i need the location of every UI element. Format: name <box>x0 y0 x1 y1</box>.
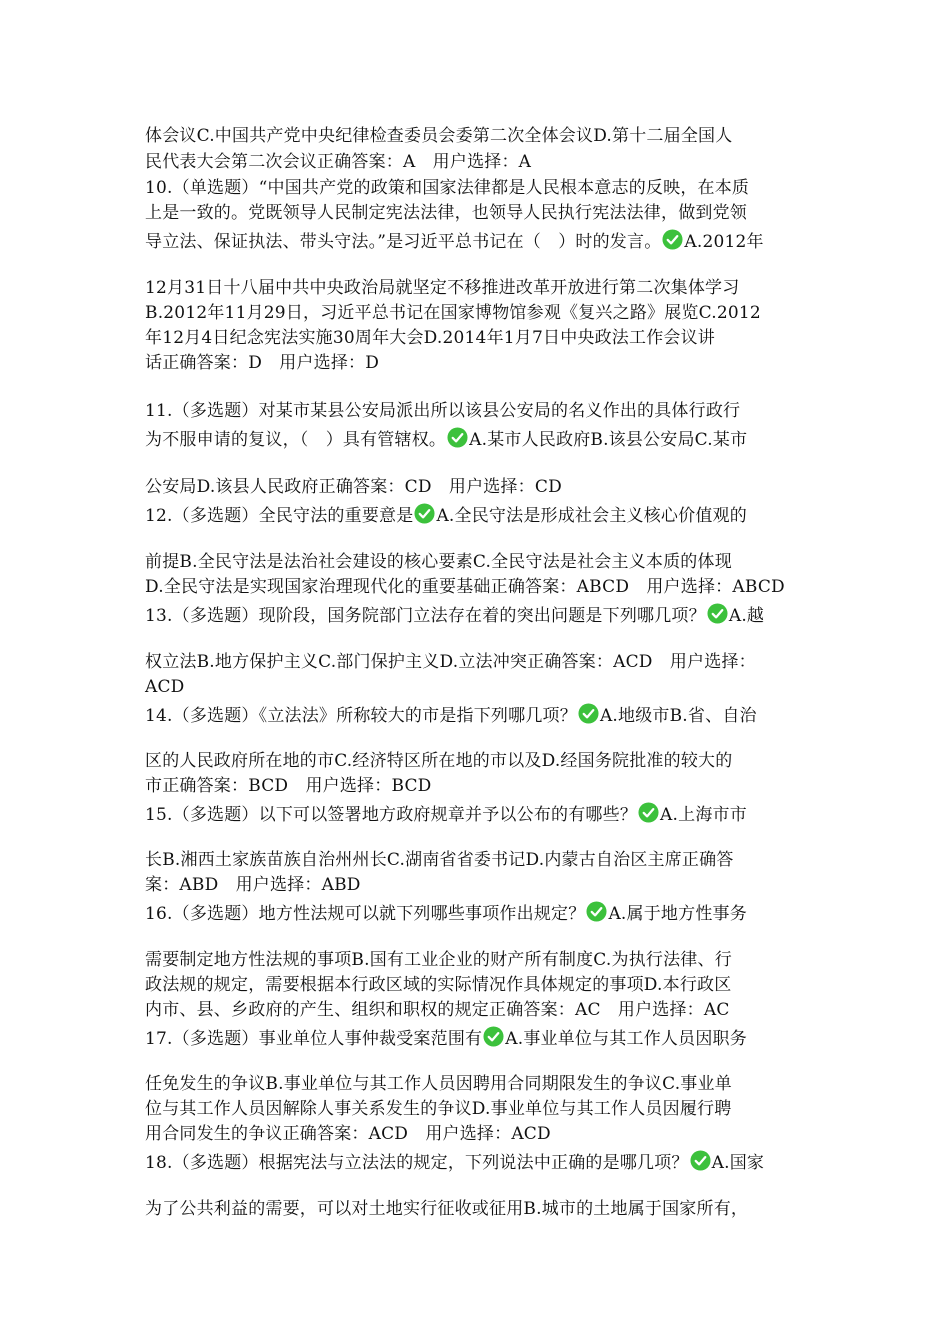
option-text: A.上海市市 <box>660 805 747 825</box>
question-14-stem <box>145 703 757 728</box>
option-text: A.国家 <box>711 1153 765 1173</box>
text-line: 任免发生的争议B.事业单位与其工作人员因聘用合同期限发生的争议C.事业单 <box>145 1074 732 1094</box>
line-text: 14.（多选题）《立法法》所称较大的市是指下列哪几项？ <box>145 706 577 726</box>
answer-line: 市正确答案：BCD 用户选择：BCD <box>145 776 432 796</box>
answer-line: 内市、县、乡政府的产生、组织和职权的规定正确答案：AC 用户选择：AC <box>145 1000 730 1020</box>
answer-line: 公安局D.该县人民政府正确答案：CD 用户选择：CD <box>145 477 562 497</box>
line-text: 13.（多选题）现阶段，国务院部门立法存在着的突出问题是下列哪几项？ <box>145 606 706 626</box>
text-line: 位与其工作人员因解除人事关系发生的争议D.事业单位与其工作人员因履行聘 <box>145 1099 732 1119</box>
text-line: 上是一致的。党既领导人民制定宪法法律，也领导人民执行宪法法律，做到党领 <box>145 203 747 223</box>
option-text: A.2012年 <box>684 232 764 252</box>
text-line: 12月31日十八届中共中央政治局就坚定不移推进改革开放进行第二次集体学习 <box>145 278 740 298</box>
text-line: 体会议C.中国共产党中央纪律检查委员会委第二次全体会议D.第十二届全国人 <box>145 126 733 146</box>
check-circle-icon <box>414 503 435 524</box>
option-text: A.事业单位与其工作人员因职务 <box>505 1029 747 1049</box>
option-text: A.某市人民政府B.该县公安局C.某市 <box>469 430 748 450</box>
line-text: 15.（多选题）以下可以签署地方政府规章并予以公布的有哪些？ <box>145 805 638 825</box>
line-text: 17.（多选题）事业单位人事仲裁受案范围有 <box>145 1029 483 1049</box>
check-circle-icon <box>638 802 659 823</box>
answer-line: 案：ABD 用户选择：ABD <box>145 875 361 895</box>
line-text: 12.（多选题）全民守法的重要意是 <box>145 506 414 526</box>
answer-line: D.全民守法是实现国家治理现代化的重要基础正确答案：ABCD 用户选择：ABCD <box>145 577 785 597</box>
text-line: 需要制定地方性法规的事项B.国有工业企业的财产所有制度C.为执行法律、行 <box>145 950 732 970</box>
text-line: 年12月4日纪念宪法实施30周年大会D.2014年1月7日中央政法工作会议讲 <box>145 328 716 348</box>
option-text: A.地级市B.省、自治 <box>599 706 757 726</box>
option-text: A.属于地方性事务 <box>608 904 747 924</box>
text-line: 权立法B.地方保护主义C.部门保护主义D.立法冲突正确答案：ACD 用户选择： <box>145 652 756 672</box>
answer-line: 话正确答案：D 用户选择：D <box>145 353 380 373</box>
question-15-stem <box>145 802 747 827</box>
text-line: 前提B.全民守法是法治社会建设的核心要素C.全民守法是社会主义本质的体现 <box>145 552 732 572</box>
check-circle-icon <box>447 427 468 448</box>
option-text: A.越 <box>728 606 765 626</box>
text-line: B.2012年11月29日，习近平总书记在国家博物馆参观《复兴之路》展览C.2012 <box>145 303 761 323</box>
question-18-stem <box>145 1150 764 1175</box>
option-text: A.全民守法是形成社会主义核心价值观的 <box>436 506 747 526</box>
check-circle-icon <box>662 229 683 250</box>
check-circle-icon <box>690 1150 711 1171</box>
text-line <box>145 229 764 254</box>
text-line: 政法规的规定，需要根据本行政区域的实际情况作具体规定的事项D.本行政区 <box>145 975 732 995</box>
text-line: 长B.湘西土家族苗族自治州州长C.湖南省省委书记D.内蒙古自治区主席正确答 <box>145 850 734 870</box>
line-text: 18.（多选题）根据宪法与立法法的规定，下列说法中正确的是哪几项？ <box>145 1153 689 1173</box>
question-13-stem <box>145 603 764 628</box>
question-17-stem <box>145 1026 747 1051</box>
question-10-stem: 10.（单选题）“中国共产党的政策和国家法律都是人民根本意志的反映，在本质 <box>145 178 750 198</box>
text-line <box>145 427 747 452</box>
question-12-stem <box>145 503 747 528</box>
answer-line: 用合同发生的争议正确答案：ACD 用户选择：ACD <box>145 1124 551 1144</box>
question-16-stem <box>145 901 747 926</box>
line-text: 导立法、保证执法、带头守法。”是习近平总书记在（ ）时的发言。 <box>145 232 662 252</box>
text-line: 为了公共利益的需要，可以对土地实行征收或征用B.城市的土地属于国家所有， <box>145 1199 749 1219</box>
check-circle-icon <box>707 603 728 624</box>
text-line: 民代表大会第二次会议正确答案：A 用户选择：A <box>145 152 532 172</box>
answer-line: ACD <box>145 677 185 697</box>
check-circle-icon <box>483 1026 504 1047</box>
question-11-stem: 11.（多选题）对某市某县公安局派出所以该县公安局的名义作出的具体行政行 <box>145 401 741 421</box>
text-line: 区的人民政府所在地的市C.经济特区所在地的市以及D.经国务院批准的较大的 <box>145 751 733 771</box>
line-text: 16.（多选题）地方性法规可以就下列哪些事项作出规定？ <box>145 904 586 924</box>
line-text: 为不服申请的复议，（ ）具有管辖权。 <box>145 430 447 450</box>
check-circle-icon <box>578 703 599 724</box>
check-circle-icon <box>586 901 607 922</box>
